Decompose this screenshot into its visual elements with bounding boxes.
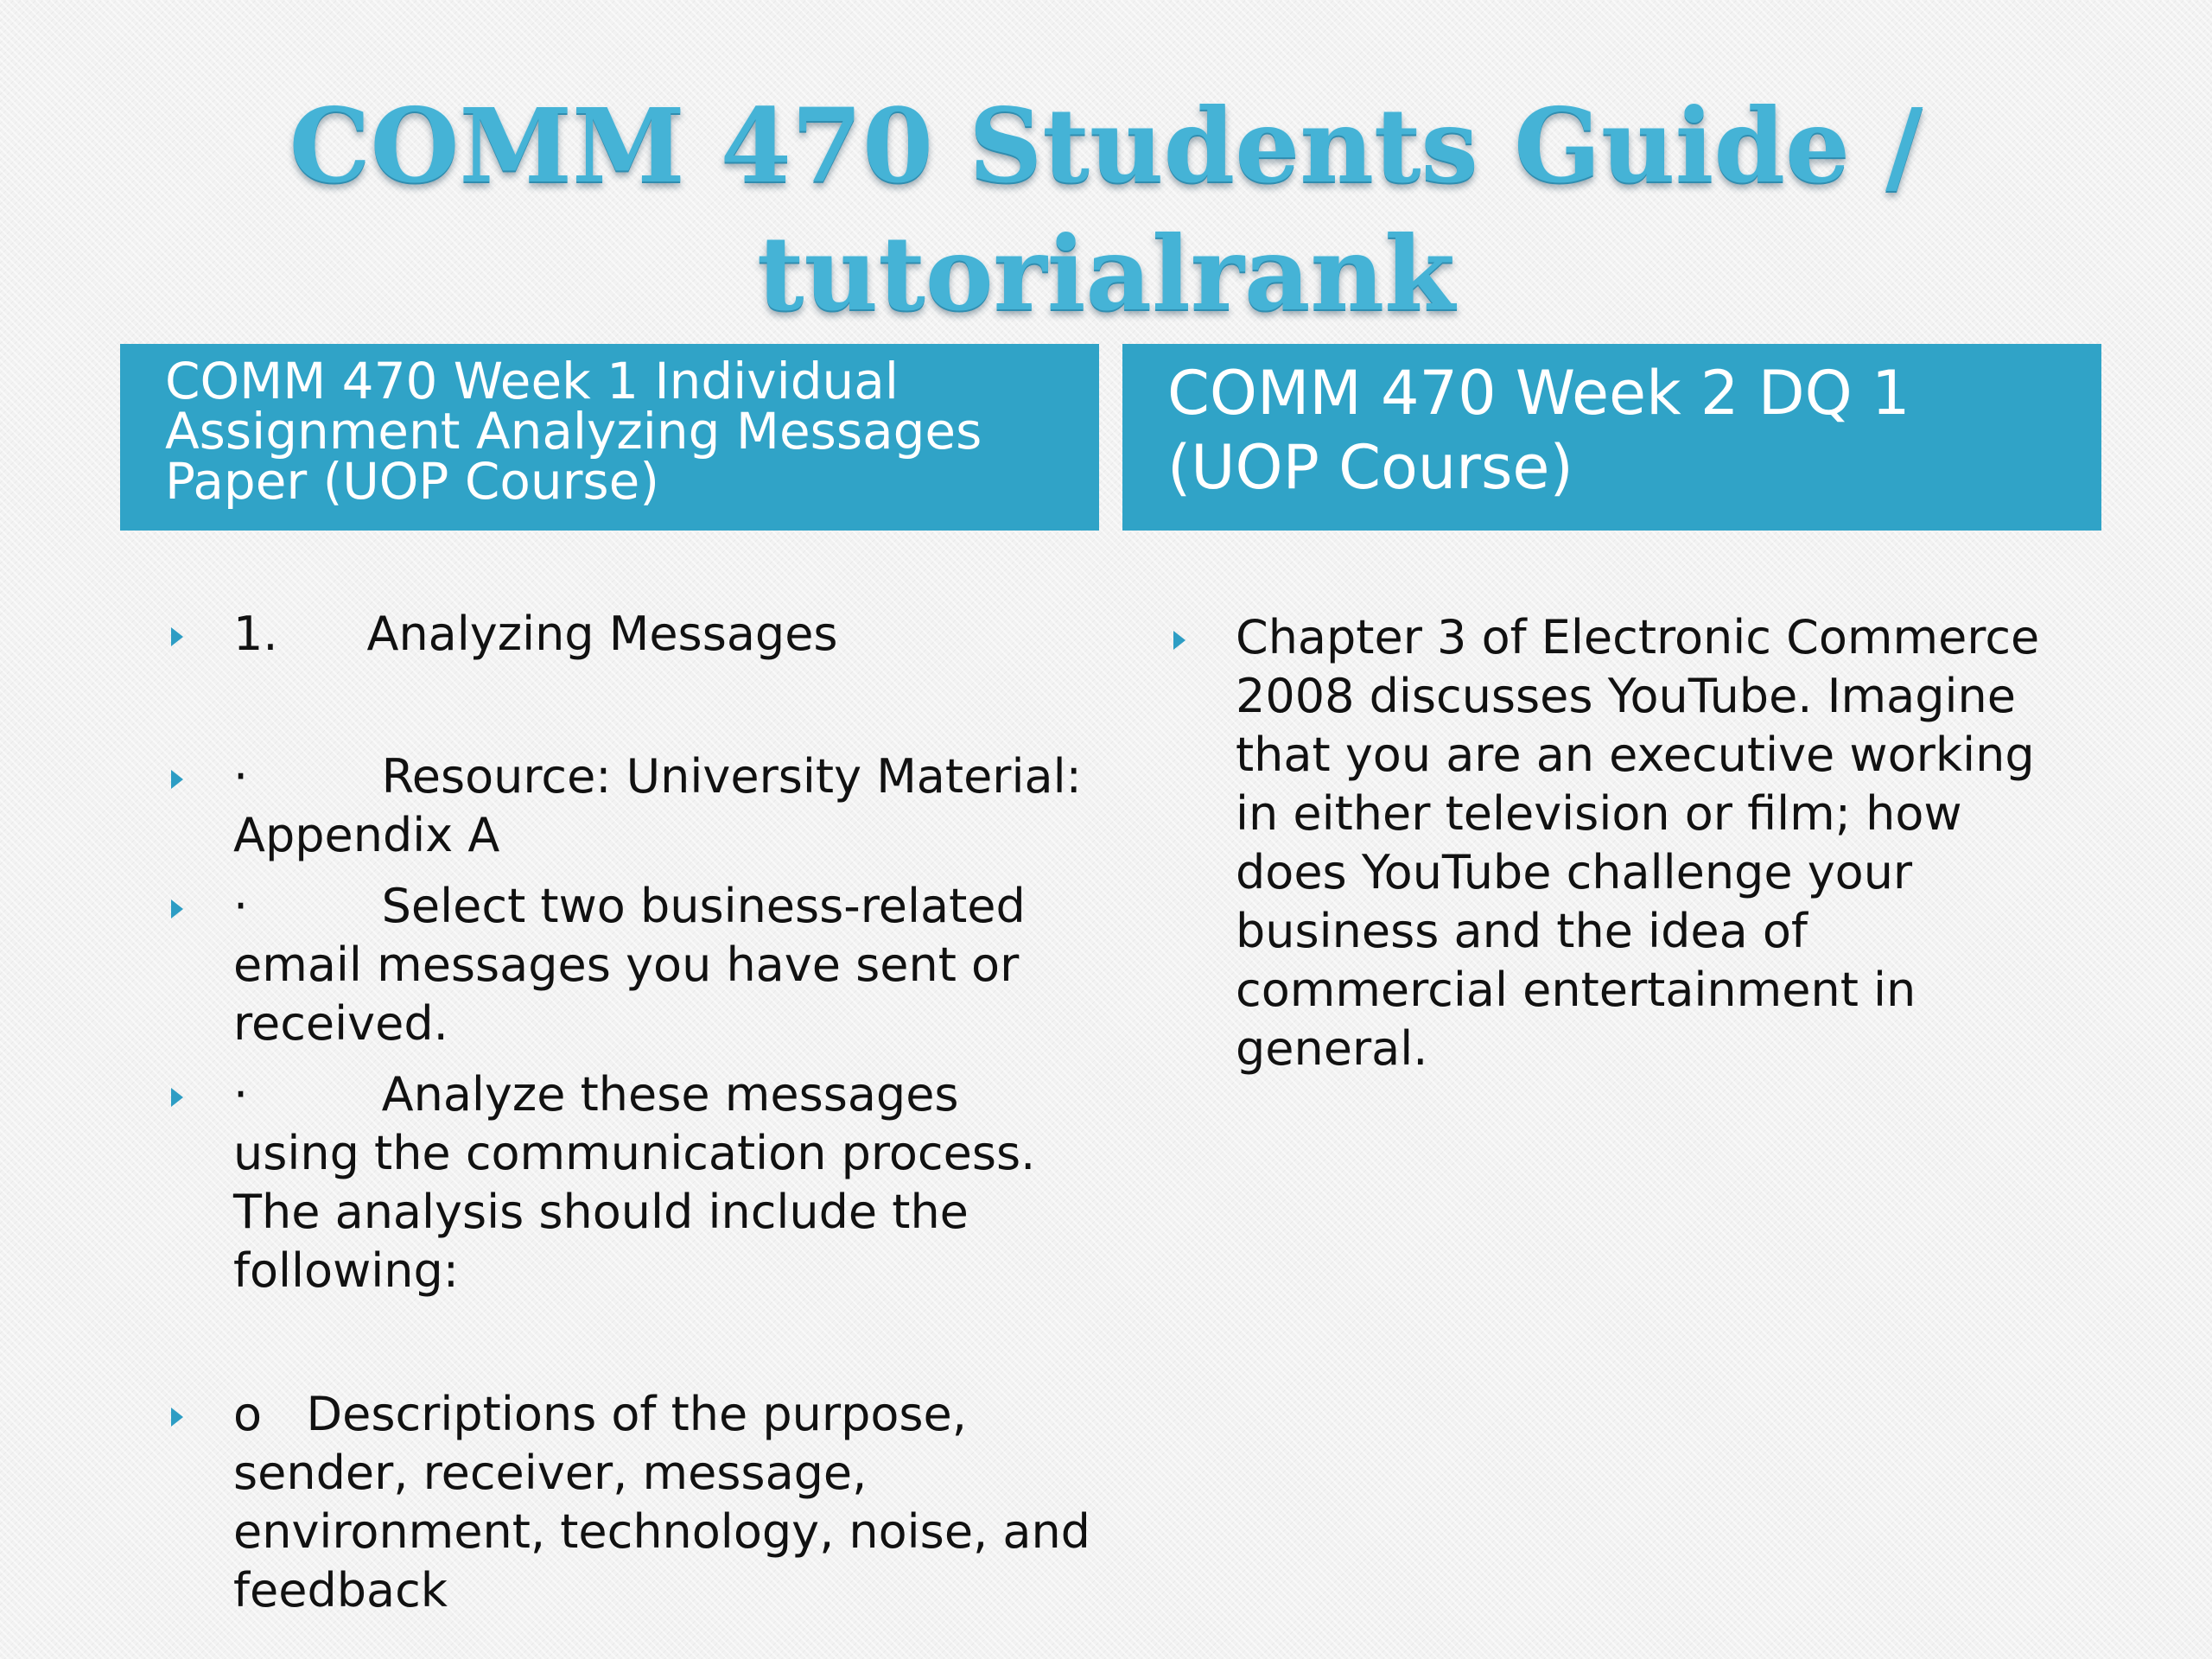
left-column-list [164,605,1106,1620]
slide-title-line-1: COMM 470 Students Guide / [289,86,1923,206]
list-item-text: 1. Analyzing Messages [233,607,838,661]
right-column-list [1166,605,2082,1078]
list-item [164,747,1097,865]
list-item-text: · Resource: University Material: Appendix A [233,749,1096,862]
list-item-text: Chapter 3 of Electronic Commerce 2008 discusses YouTube. Imagine that you are an executive working in either television or film; how does YouTube challenge your business and the idea of commercial entertainment in general. [1236,610,2040,1076]
list-item [164,605,1097,664]
left-column-header: COMM 470 Week 1 Individual Assignment Analyzing Messages Paper (UOP Course) [120,344,1099,531]
list-item [164,1065,1097,1300]
list-item [1166,608,2082,1078]
slide-title [0,82,2212,338]
right-column-header: COMM 470 Week 2 DQ 1 (UOP Course) [1122,344,2101,531]
list-item [164,877,1097,1053]
triangle-bullet-icon [171,1408,183,1427]
triangle-bullet-icon [171,1088,183,1107]
triangle-bullet-icon [171,770,183,789]
list-item-text: · Analyze these messages using the communication process. The analysis should include the following: [233,1067,1051,1298]
triangle-bullet-icon [171,899,183,918]
triangle-bullet-icon [1173,631,1185,650]
triangle-bullet-icon [171,627,183,646]
list-item-text: · Select two business-related email messages you have sent or received. [233,879,1040,1051]
list-item-text: o Descriptions of the purpose, sender, receiver, message, environment, technology, noise, and feedback [233,1387,1106,1618]
list-item [164,1385,1106,1620]
slide-title-line-2: tutorialrank [757,213,1455,334]
